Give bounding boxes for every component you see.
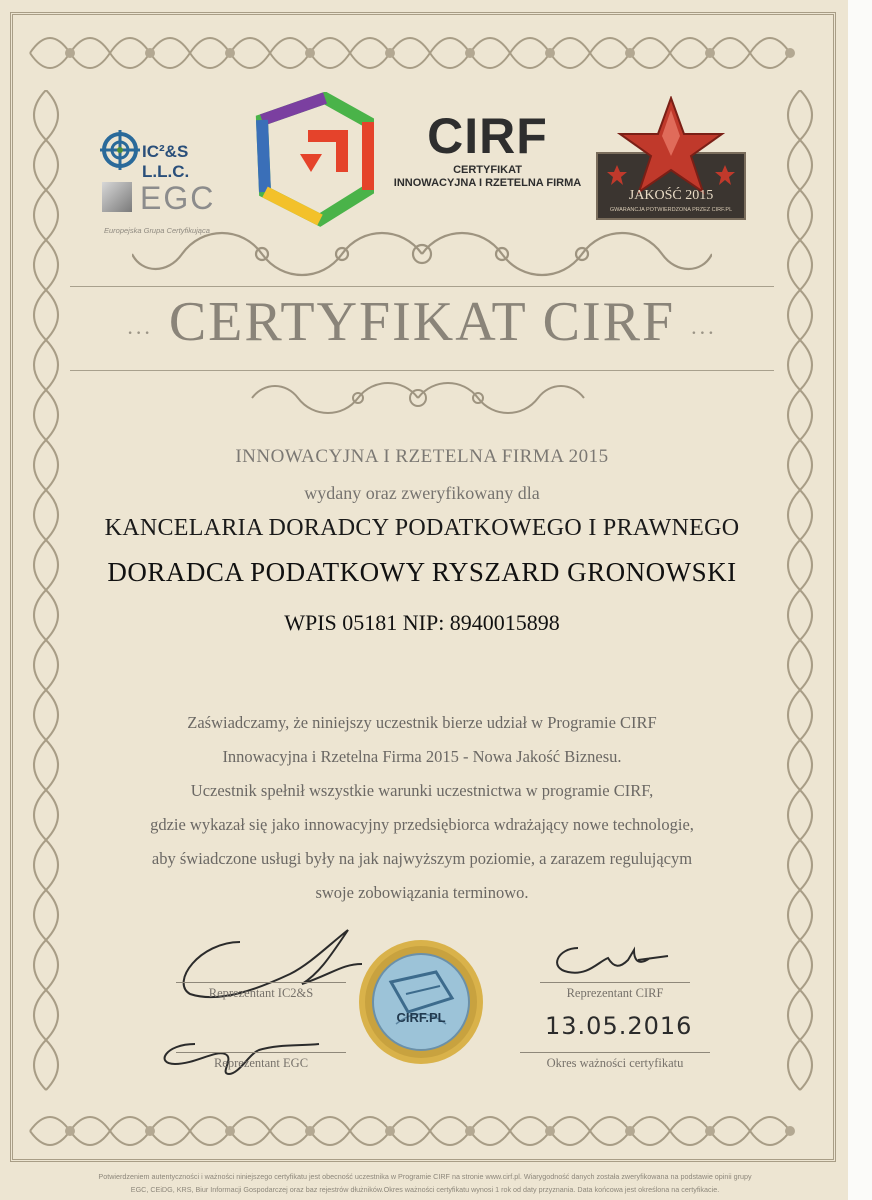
shield-arrow-icon <box>250 92 380 227</box>
footer-line: Potwierdzeniem autentyczności i ważności niniejszego certyfikatu jest obecność uczestnika w Programie CIRF na stronie www.cirf.pl. Wiarygodność danych została zweryfikowana na podstawie opinii grupy <box>98 1172 752 1181</box>
body-line: swoje zobowiązania terminowo. <box>315 883 529 902</box>
cirf-logo-sub1: CERTYFIKAT <box>453 164 522 176</box>
title-dots-right: ... <box>691 314 717 340</box>
left-ornament-border <box>18 90 74 1100</box>
top-ornament-border <box>20 18 826 88</box>
right-ornament-border <box>772 90 828 1100</box>
body-line: gdzie wykazał się jako innowacyjny przedsiębiorca wdrażający nowe technologie, <box>150 815 694 834</box>
cirf-signature <box>548 938 678 988</box>
award-name: INNOWACYJNA I RZETELNA FIRMA 2015 <box>235 446 609 467</box>
title-top-rule <box>70 286 774 287</box>
scan-margin <box>848 0 872 1200</box>
cirf-logo <box>385 108 590 198</box>
cirf-signature-line <box>540 982 690 983</box>
lower-scroll-ornament <box>248 372 588 428</box>
certificate-body <box>70 706 774 910</box>
certificate-title-text: CERTYFIKAT CIRF <box>168 291 676 353</box>
egc-text: EGC <box>140 180 216 216</box>
ic2s-signature-line <box>176 982 346 983</box>
jakosc-badge <box>596 96 746 224</box>
footer-fine-print <box>60 1170 790 1196</box>
cirf-hologram-seal <box>356 938 486 1066</box>
cirf-logo-title: CIRF <box>427 108 548 164</box>
star-icon <box>616 96 726 196</box>
egc-caption: Europejska Grupa Certyfikująca <box>104 226 210 235</box>
title-dots-left: ... <box>127 314 153 340</box>
title-bottom-rule <box>70 370 774 371</box>
egc-signature <box>155 1020 325 1080</box>
small-star-left-icon <box>606 164 628 186</box>
certificate-title <box>70 290 774 354</box>
upper-scroll-ornament <box>132 224 712 284</box>
footer-line: EGC, CEiDG, KRS, Biur Informacji Gospodarczej oraz baz rejestrów dłużników.Okres ważności certyfikatu wynosi 1 rok od daty przyznania. Data końcowa jest określona na certyfikacie. <box>130 1185 720 1194</box>
seal-icon <box>356 938 486 1066</box>
ic2s-text: IC²&S L.L.C. <box>142 142 190 181</box>
shield-arrow-logo <box>250 92 380 227</box>
body-line: Uczestnik spełnił wszystkie warunki uczestnictwa w programie CIRF, <box>190 781 654 800</box>
company-name-line1: KANCELARIA DORADCY PODATKOWEGO I PRAWNEGO <box>104 515 740 541</box>
registration-number: WPIS 05181 NIP: 8940015898 <box>284 610 560 635</box>
validity-date: 13.05.2016 <box>545 1012 693 1040</box>
rep-egc-label: Reprezentant EGC <box>213 1056 309 1070</box>
egc-square-icon <box>102 182 132 212</box>
seal-text: CIRF.PL <box>396 1010 446 1025</box>
cirf-logo-sub2: INNOWACYJNA I RZETELNA FIRMA <box>393 177 582 189</box>
rep-ic2s-label: Reprezentant IC2&S <box>208 986 314 1000</box>
body-line: Zaświadczamy, że niniejszy uczestnik bierze udział w Programie CIRF <box>187 713 657 732</box>
body-line: Innowacyjna i Rzetelna Firma 2015 - Nowa Jakość Biznesu. <box>222 747 622 766</box>
body-line: aby świadczone usługi były na jak najwyższym poziomie, a zarazem regulującym <box>151 849 693 868</box>
egc-signature-line <box>176 1052 346 1053</box>
validity-label: Okres ważności certyfikatu <box>546 1056 684 1070</box>
jakosc-caption: GWARANCJA POTWIERDZONA PRZEZ CIRF.PL <box>609 207 733 213</box>
small-star-right-icon <box>714 164 736 186</box>
jakosc-text: JAKOŚĆ 2015 <box>628 188 714 203</box>
issued-for-label: wydany oraz zweryfikowany dla <box>304 483 540 503</box>
company-name-line2: DORADCA PODATKOWY RYSZARD GRONOWSKI <box>107 557 737 587</box>
rep-cirf-label: Reprezentant CIRF <box>566 986 664 1000</box>
validity-line <box>520 1052 710 1053</box>
bottom-ornament-border <box>20 1098 826 1164</box>
crosshair-icon <box>100 130 140 170</box>
